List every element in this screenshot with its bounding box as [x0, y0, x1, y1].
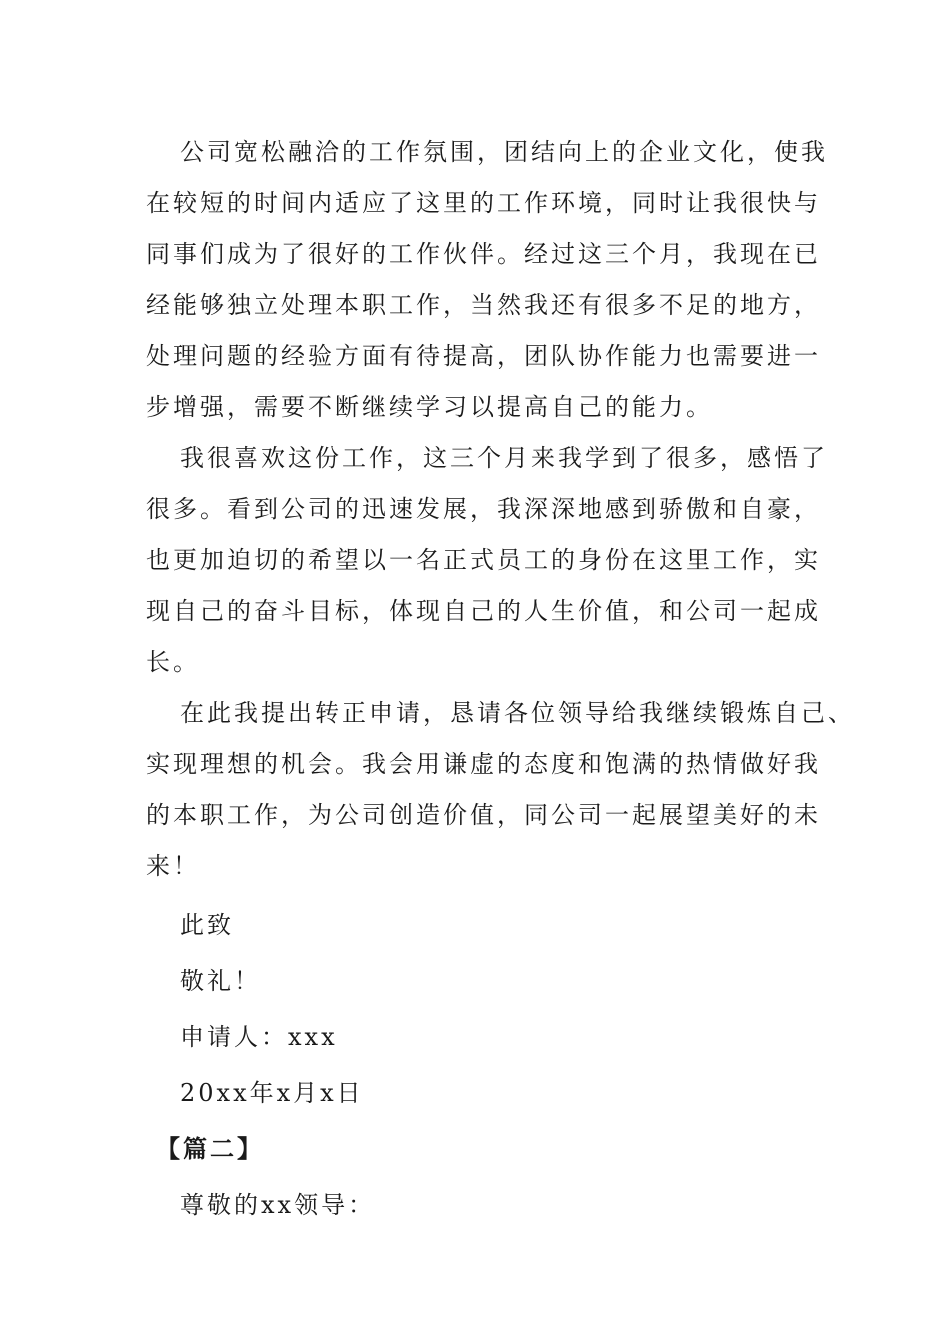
- text-line: 步增强，需要不断继续学习以提高自己的能力。: [146, 393, 713, 421]
- text-line: 来！: [146, 852, 200, 880]
- paragraph-1: [146, 127, 828, 433]
- paragraph-3: [146, 688, 855, 892]
- salutation: 尊敬的xx领导：: [180, 1191, 376, 1219]
- text-line: 长。: [146, 648, 200, 676]
- text-line: 经能够独立处理本职工作，当然我还有很多不足的地方，: [146, 291, 821, 319]
- text-line: 同事们成为了很好的工作伙伴。经过这三个月，我现在已: [146, 240, 821, 268]
- section-heading: 【篇二】: [156, 1135, 264, 1163]
- text-line: 公司宽松融洽的工作氛围，团结向上的企业文化，使我: [180, 138, 828, 166]
- paragraph-2: [146, 433, 828, 688]
- text-line: 实现理想的机会。我会用谦虚的态度和饱满的热情做好我: [146, 750, 821, 778]
- document-body: [146, 127, 855, 1233]
- text-line: 在较短的时间内适应了这里的工作环境，同时让我很快与: [146, 189, 821, 217]
- text-line: 的本职工作，为公司创造价值，同公司一起展望美好的未: [146, 801, 821, 829]
- application-date: 20xx年x月x日: [180, 1079, 364, 1107]
- text-line: 在此我提出转正申请，恳请各位领导给我继续锻炼自己、: [180, 699, 855, 727]
- closing-jing-li: 敬礼！: [180, 967, 261, 995]
- closing-ci-zhi: 此致: [180, 911, 234, 939]
- applicant-signature: 申请人：xxx: [180, 1023, 338, 1051]
- text-line: 也更加迫切的希望以一名正式员工的身份在这里工作，实: [146, 546, 821, 574]
- text-line: 我很喜欢这份工作，这三个月来我学到了很多，感悟了: [180, 444, 828, 472]
- text-line: 处理问题的经验方面有待提高，团队协作能力也需要进一: [146, 342, 821, 370]
- text-line: 很多。看到公司的迅速发展，我深深地感到骄傲和自豪，: [146, 495, 821, 523]
- text-line: 现自己的奋斗目标，体现自己的人生价值，和公司一起成: [146, 597, 821, 625]
